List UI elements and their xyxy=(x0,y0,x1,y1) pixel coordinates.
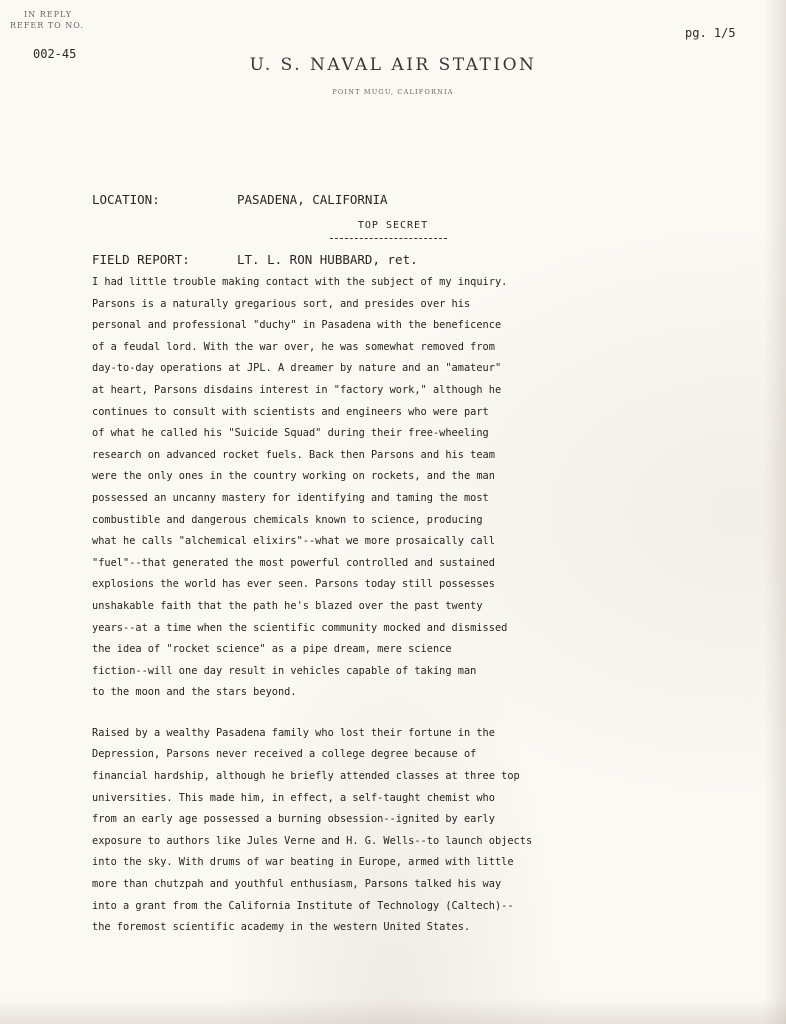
text-line: research on advanced rocket fuels. Back then Parsons and his team xyxy=(92,448,495,461)
text-line: the idea of "rocket science" as a pipe dream, mere science xyxy=(92,643,452,656)
text-line: unshakable faith that the path he's blazed over the past twenty xyxy=(92,599,483,612)
text-line: explosions the world has ever seen. Parsons today still possesses xyxy=(92,578,495,591)
text-line: years--at a time when the scientific community mocked and dismissed xyxy=(92,621,508,634)
paragraph xyxy=(92,723,702,939)
location-label: LOCATION: xyxy=(92,192,160,207)
text-line: to the moon and the stars beyond. xyxy=(92,686,297,699)
reply-line-1: IN REPLY xyxy=(24,10,73,19)
text-line: at heart, Parsons disdains interest in "factory work," although he xyxy=(92,383,502,396)
paper-bottom-shadow xyxy=(0,998,786,1024)
text-line: Raised by a wealthy Pasadena family who lost their fortune in the xyxy=(92,726,495,739)
letterhead-title: U. S. NAVAL AIR STATION xyxy=(249,55,537,75)
text-line: the foremost scientific academy in the western United States. xyxy=(92,921,471,934)
text-line: what he calls "alchemical elixirs"--what we more prosaically call xyxy=(92,535,495,548)
text-line: Depression, Parsons never received a college degree because of xyxy=(92,748,477,761)
paragraph-gap xyxy=(92,704,702,723)
report-body xyxy=(92,272,702,939)
text-line: fiction--will one day result in vehicles capable of taking man xyxy=(92,664,477,677)
text-line: I had little trouble making contact with the subject of my inquiry. xyxy=(92,276,508,288)
location-value: PASADENA, CALIFORNIA xyxy=(237,192,388,207)
text-line: day-to-day operations at JPL. A dreamer by nature and an "amateur" xyxy=(92,362,502,375)
text-line: more than chutzpah and youthful enthusiasm, Parsons talked his way xyxy=(92,878,502,891)
reference-number: 002-45 xyxy=(33,47,77,61)
paragraph xyxy=(92,272,702,704)
text-line: financial hardship, although he briefly attended classes at three top xyxy=(92,770,520,783)
classification-underline xyxy=(330,238,447,239)
text-line: were the only ones in the country working on rockets, and the man xyxy=(92,470,495,483)
text-line: continues to consult with scientists and engineers who were part xyxy=(92,405,489,418)
letterhead-location: POINT MUGU, CALIFORNIA xyxy=(332,88,454,96)
text-line: "fuel"--that generated the most powerful controlled and sustained xyxy=(92,556,495,569)
text-line: of what he called his "Suicide Squad" during their free-wheeling xyxy=(92,427,489,440)
page-indicator: pg. 1/5 xyxy=(685,26,736,40)
field-report-label: FIELD REPORT: xyxy=(92,252,190,267)
paper-edge-shadow xyxy=(764,0,786,1024)
text-line: Parsons is a naturally gregarious sort, and presides over his xyxy=(92,297,471,310)
reply-reference-stamp xyxy=(10,9,84,31)
text-line: into a grant from the California Institute of Technology (Caltech)-- xyxy=(92,899,514,912)
text-line: from an early age possessed a burning obsession--ignited by early xyxy=(92,813,495,826)
text-line: personal and professional "duchy" in Pasadena with the beneficence xyxy=(92,319,502,332)
reply-line-2: REFER TO NO. xyxy=(10,21,84,30)
classification-heading: TOP SECRET xyxy=(357,220,429,231)
text-line: exposure to authors like Jules Verne and H. G. Wells--to launch objects xyxy=(92,834,533,847)
text-line: combustible and dangerous chemicals known to science, producing xyxy=(92,513,483,526)
text-line: into the sky. With drums of war beating in Europe, armed with little xyxy=(92,856,514,869)
text-line: universities. This made him, in effect, a self-taught chemist who xyxy=(92,791,495,804)
field-report-value: LT. L. RON HUBBARD, ret. xyxy=(237,252,418,267)
text-line: possessed an uncanny mastery for identifying and taming the most xyxy=(92,491,489,504)
text-line: of a feudal lord. With the war over, he was somewhat removed from xyxy=(92,340,495,353)
